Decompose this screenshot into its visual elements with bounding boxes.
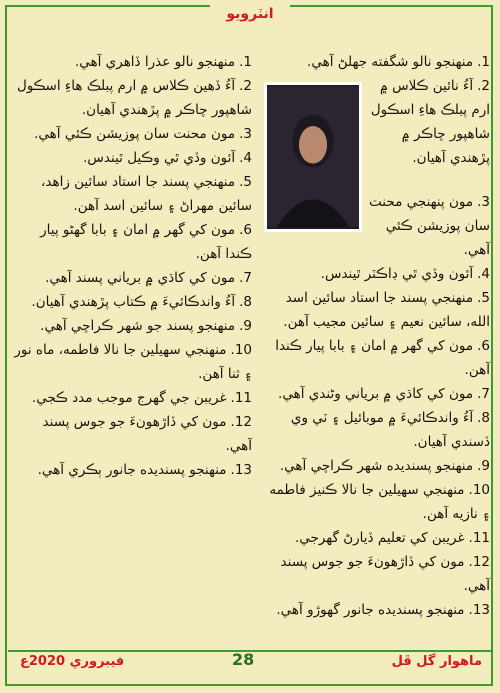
list-item: 2.آءُ ڏهين ڪلاس ۾ ارم پبلڪ هاءِ اسڪول شاهپور چاڪر ۾ پڙهندي آهيان.: [17, 78, 252, 118]
list-item: 3.مون محنت سان پوزيشن ڪئي آهي.: [34, 126, 252, 142]
list-item: 8.آءُ واندڪائيءَ ۾ موبائيل ۽ ٽي وي ڏسندي آهيان.: [290, 410, 490, 450]
list-item: 11.غريبن کي تعليم ڏيارڻ گهرجي.: [294, 530, 490, 546]
list-item: 6.مون کي گهر ۾ امان ۽ بابا گهڻو پيار ڪندا آهن.: [40, 222, 252, 262]
list-item: 10.منهنجي سهيلين جا نالا ڪنيز فاطمه ۽ نازيه آهن.: [269, 482, 490, 522]
list-item: 1.منهنجو نالو عذرا ڏاهري آهي.: [74, 54, 252, 70]
list-item: 5.منهنجي پسند جا استاد سائين زاهد، سائين مهراڻ ۽ سائين اسد آهن.: [41, 174, 252, 214]
list-item: 5.منهنجي پسند جا استاد سائين اسد الله، سائين نعيم ۽ سائين مجيب آهن.: [283, 290, 490, 330]
list-item: 10.منهنجي سهيلين جا نالا فاطمه، ماه نور ۽ ثنا آهن.: [14, 342, 252, 382]
interview-left-column: [12, 50, 252, 482]
section-header: [210, 2, 290, 26]
interview-right-column: [265, 50, 490, 622]
issue-date: فيبروري 2020ع: [20, 654, 125, 669]
list-item: 1.منهنجو نالو شگفته جھلڻ آهي.: [307, 54, 490, 70]
list-item: 12.مون کي ڏاڙهونءَ جو جوس پسند آهي.: [280, 554, 490, 594]
page-footer: [0, 646, 500, 686]
list-item: 12.مون کي ڏاڙهونءَ جو جوس پسند آهي.: [42, 414, 252, 454]
magazine-name: ماهوار گل ڦل: [391, 654, 482, 669]
list-item: 2.آءُ نائين ڪلاس ۾ ارم پبلڪ هاءِ اسڪول شاهپور چاڪر ۾ پڙهندي آهيان.: [370, 78, 490, 166]
list-item: 4.آئون وڏي ٿي وڪيل ٿيندس.: [83, 150, 252, 166]
list-item: 8.آءُ واندڪائيءَ ۾ ڪتاب پڙهندي آهيان.: [31, 294, 252, 310]
list-item: 3.مون پنهنجي محنت سان پوزيشن ڪئي آهي.: [369, 194, 490, 258]
list-item: 6.مون کي گهر ۾ امان ۽ بابا پيار ڪندا آهن.: [275, 338, 490, 378]
list-item: 13.منهنجو پسنديده جانور گهوڙو آهي.: [276, 602, 490, 618]
page-number: 28: [232, 650, 255, 669]
list-item: 9.منهنجو پسنديده شهر ڪراچي آهي.: [279, 458, 490, 474]
list-item: 11.غريبن جي گهرج موجب مدد ڪجي.: [31, 390, 252, 406]
section-title: انٽرويو: [226, 6, 274, 22]
list-item: 7.مون کي کاڌي ۾ برياني وڻندي آهي.: [278, 386, 490, 402]
list-item: 9.منهنجو پسند جو شهر ڪراچي آهي.: [40, 318, 252, 334]
list-item: 4.آئون وڏي ٿي ڊاڪٽر ٿيندس.: [320, 266, 490, 282]
list-item: 13.منهنجو پسنديده جانور ٻڪري آهي.: [37, 462, 252, 478]
list-item: 7.مون کي کاڌي ۾ برياني پسند آهي.: [45, 270, 252, 286]
